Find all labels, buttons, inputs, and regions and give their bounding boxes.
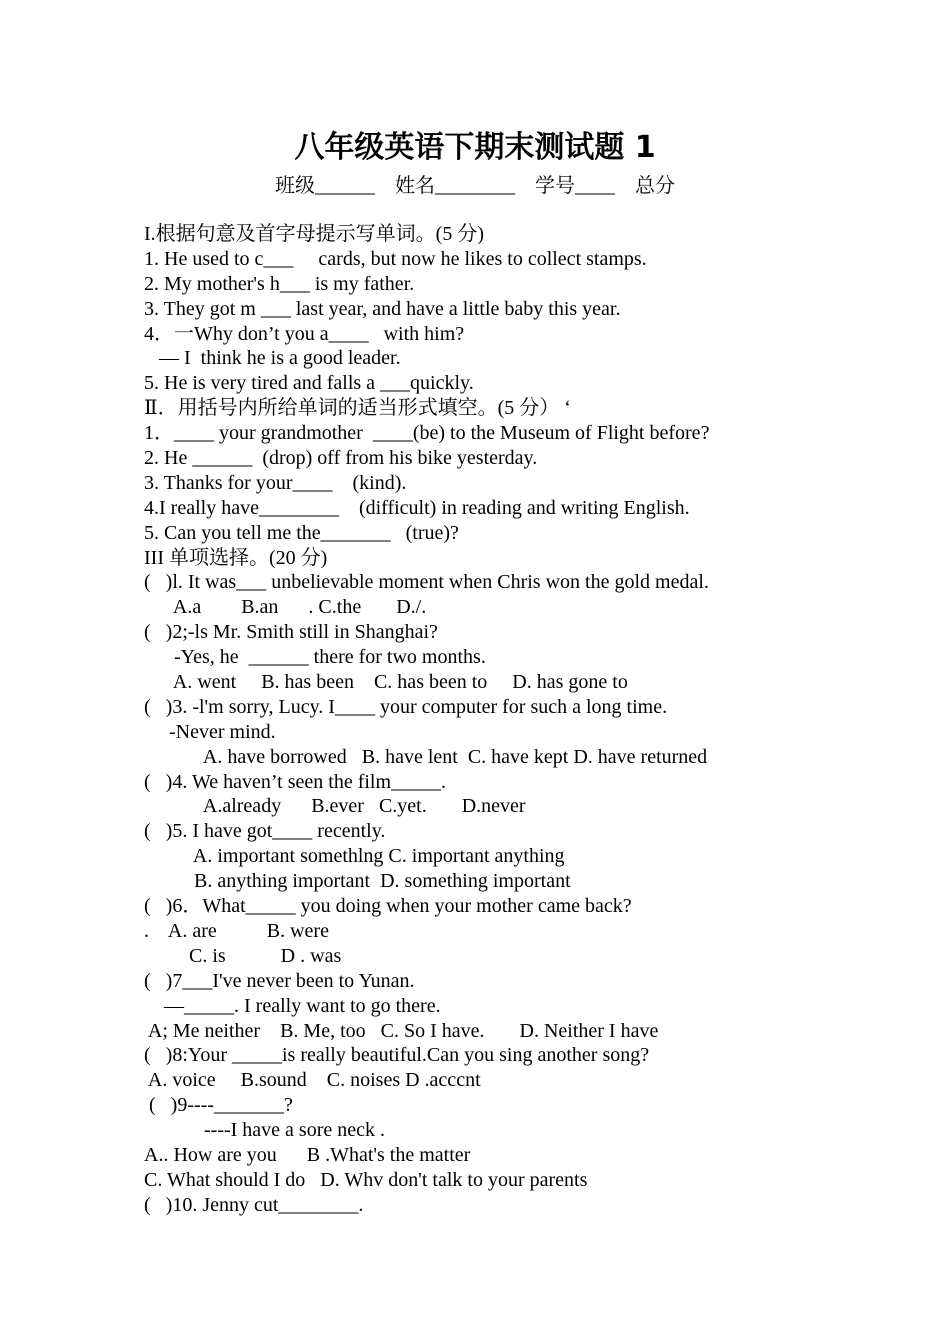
text-line: 3. Thanks for your____ (kind). — [144, 471, 407, 494]
text-line: A.already B.ever C.yet. D.never — [144, 795, 526, 818]
text-line: A. important somethlng C. important anything — [144, 845, 565, 868]
text-line: —_____. I really want to go there. — [144, 994, 441, 1017]
text-line: ( )8:Your _____is really beautiful.Can you sing another song? — [144, 1044, 650, 1067]
text-line: 5. He is very tired and falls a ___quickly. — [144, 372, 474, 395]
text-line: C. What should I do D. Whv don't talk to your parents — [144, 1168, 588, 1191]
text-line: I.根据句意及首字母提示写单词。(5 分) — [144, 223, 484, 245]
exam-content — [144, 222, 904, 1218]
text-line: ( )4. We haven’t seen the film_____. — [144, 770, 447, 793]
text-line: 2. My mother's h___ is my father. — [144, 272, 415, 295]
text-line: 2. He ______ (drop) off from his bike yesterday. — [144, 447, 538, 470]
text-line: . A. are B. were — [144, 919, 329, 942]
text-line: 4．一Why don’t you a____ with him? — [144, 322, 465, 345]
text-line: -Yes, he ______ there for two months. — [144, 646, 486, 669]
text-line: A. went B. has been C. has been to D. has gone to — [144, 671, 628, 694]
text-line: A.a B.an . C.the D./. — [144, 596, 427, 619]
text-line: 4.I really have________ (difficult) in reading and writing English. — [144, 496, 690, 519]
text-line: ( )10. Jenny cut________. — [144, 1193, 364, 1216]
text-line: 1．____ your grandmother ____(be) to the Museum of Flight before? — [144, 422, 710, 445]
text-line: ( )5. I have got____ recently. — [144, 820, 386, 843]
text-line: 3. They got m ___ last year, and have a little baby this year. — [144, 297, 621, 320]
document-title: 八年级英语下期末测试题 1 — [294, 130, 656, 165]
text-line: A; Me neither B. Me, too C. So I have. D. Neither I have — [144, 1019, 659, 1042]
text-line: 5. Can you tell me the_______ (true)? — [144, 521, 459, 544]
text-line: ( )6．What_____ you doing when your mother came back? — [144, 895, 632, 918]
text-line: — I think he is a good leader. — [144, 347, 401, 370]
text-line: A. voice B.sound C. noises D .acccnt — [144, 1069, 481, 1092]
text-line: ( )3. -l'm sorry, Lucy. I____ your computer for such a long time. — [144, 695, 668, 718]
text-line: B. anything important D. something important — [144, 870, 571, 893]
text-line: 1. He used to c___ cards, but now he likes to collect stamps. — [144, 247, 647, 270]
text-line: C. is D . was — [144, 944, 342, 967]
text-line: A.. How are you B .What's the matter — [144, 1143, 471, 1166]
text-line: ----I have a sore neck . — [144, 1119, 386, 1142]
text-line: A. have borrowed B. have lent C. have kept D. have returned — [144, 745, 708, 768]
text-line: ( )7___I've never been to Yunan. — [144, 969, 415, 992]
text-line: ( )l. It was___ unbelievable moment when Chris won the gold medal. — [144, 571, 709, 594]
student-info-line: 班级______ 姓名________ 学号____ 总分 — [275, 175, 675, 197]
text-line: -Never mind. — [144, 720, 276, 743]
text-line: Ⅱ．用括号内所给单词的适当形式填空。(5 分） ‘ — [144, 397, 571, 420]
text-line: ( )9----_______? — [144, 1094, 293, 1117]
text-line: ( )2;-ls Mr. Smith still in Shanghai? — [144, 621, 438, 644]
text-line: III 单项选择。(20 分) — [144, 546, 328, 569]
